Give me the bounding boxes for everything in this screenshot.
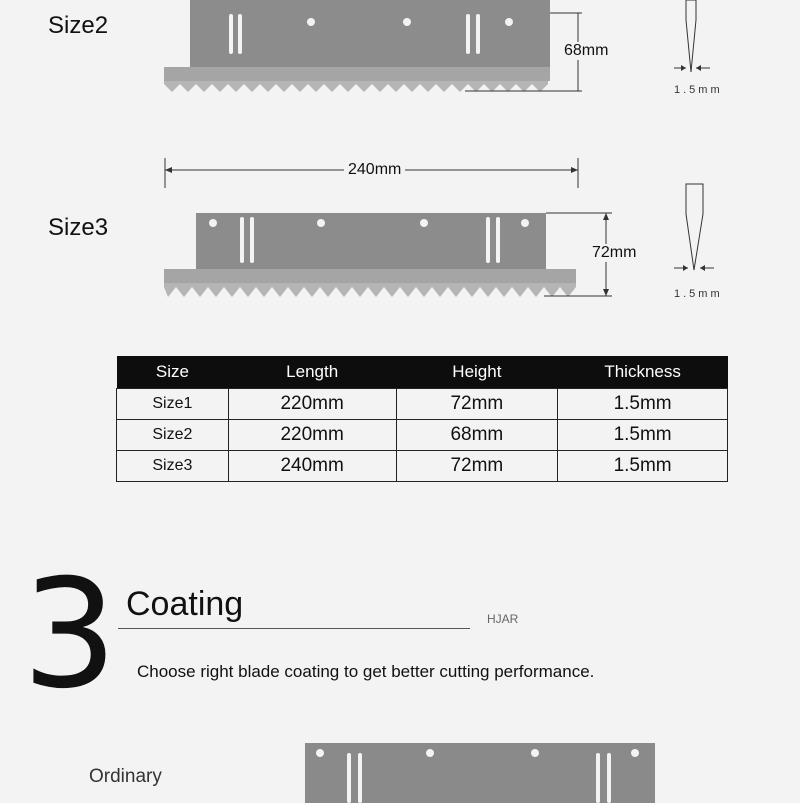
size2-thickness-diagram: [670, 0, 730, 90]
table-cell-thickness: 1.5mm: [558, 451, 728, 482]
section-title: Coating: [126, 585, 244, 623]
size2-label: Size2: [48, 12, 109, 39]
table-cell-length: 220mm: [228, 420, 396, 451]
size2-thickness-label: 1.5mm: [674, 84, 723, 96]
table-header-height: Height: [396, 356, 558, 389]
table-header-length: Length: [228, 356, 396, 389]
size2-blade-image: [0, 0, 560, 100]
table-cell-length: 220mm: [228, 389, 396, 420]
table-cell-length: 240mm: [228, 451, 396, 482]
size3-thickness-label: 1.5mm: [674, 288, 723, 300]
size3-thickness-diagram: [670, 184, 730, 284]
ordinary-label: Ordinary: [89, 766, 162, 787]
table-cell-thickness: 1.5mm: [558, 420, 728, 451]
table-cell-size: Size1: [117, 389, 229, 420]
table-cell-size: Size2: [117, 420, 229, 451]
table-header-thickness: Thickness: [558, 356, 728, 389]
table-cell-thickness: 1.5mm: [558, 389, 728, 420]
ordinary-blade-image: [300, 743, 700, 803]
table-row: [117, 420, 728, 451]
table-row: [117, 389, 728, 420]
size3-label: Size3: [48, 214, 109, 241]
table-cell-height: 72mm: [396, 451, 558, 482]
size3-length-label: 240mm: [344, 161, 405, 179]
section-description: Choose right blade coating to get better cutting performance.: [137, 662, 595, 681]
table-cell-height: 72mm: [396, 389, 558, 420]
size2-height-label: 68mm: [560, 42, 612, 60]
table-header-size: Size: [117, 356, 229, 389]
section-divider: [118, 628, 470, 629]
size3-blade-image: [0, 205, 620, 305]
table-row: [117, 451, 728, 482]
size-spec-table: [116, 356, 728, 482]
table-cell-height: 68mm: [396, 420, 558, 451]
section-number: 3: [22, 548, 118, 722]
table-cell-size: Size3: [117, 451, 229, 482]
table-header-row: [117, 356, 728, 389]
brand-label: HJAR: [487, 612, 519, 626]
size3-height-label: 72mm: [588, 244, 640, 262]
